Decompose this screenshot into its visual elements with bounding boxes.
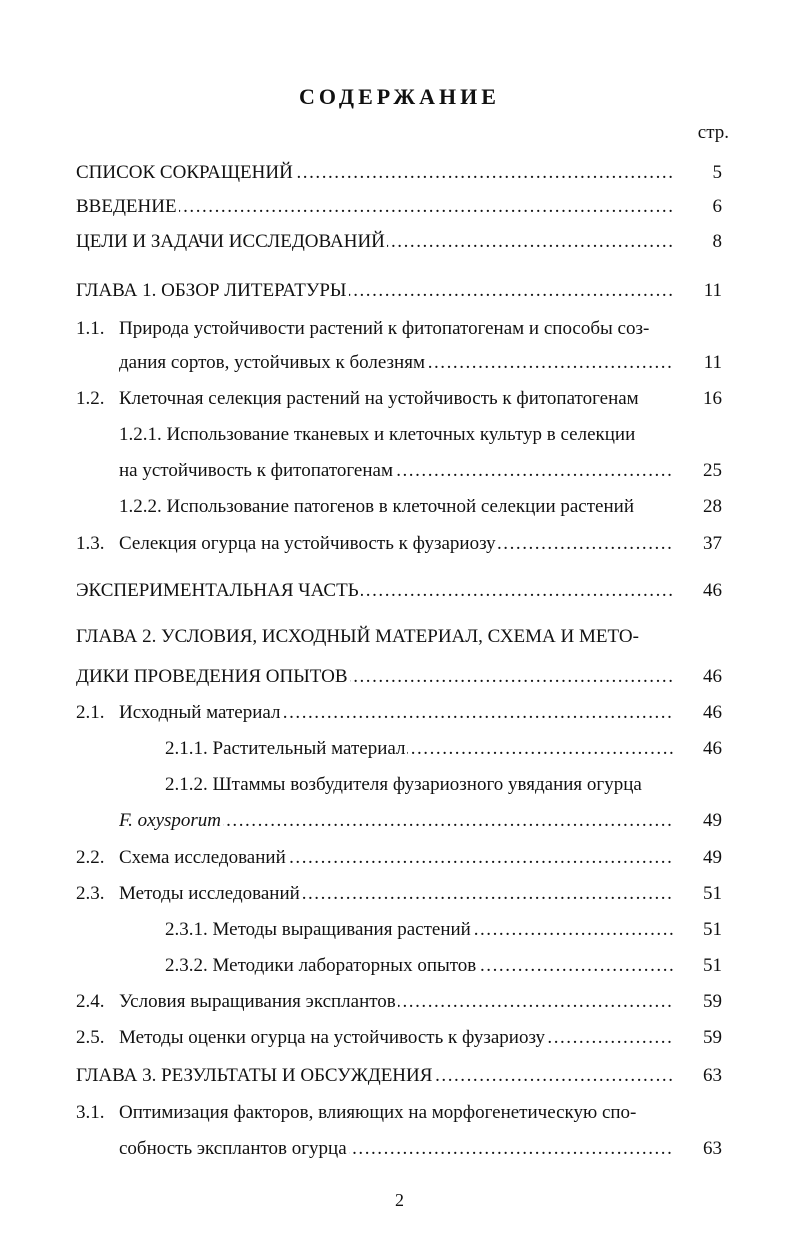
toc-entry-text: ГЛАВА 2. УСЛОВИЯ, ИСХОДНЫЙ МАТЕРИАЛ, СХЕМА И МЕТО- xyxy=(76,626,639,647)
toc-entry-leader xyxy=(119,809,674,833)
toc-entry-text: дания сортов, устойчивых к болезням xyxy=(119,352,425,373)
toc-entry-text: Исходный материал xyxy=(119,702,281,723)
toc-entry-leader xyxy=(165,737,674,761)
toc-entry-leader xyxy=(119,990,674,1014)
toc-entry-leader xyxy=(119,1026,674,1050)
toc-entry-text: Схема исследований xyxy=(119,847,286,868)
toc-entry-leader xyxy=(119,1101,674,1125)
toc-entry-leader xyxy=(119,351,674,375)
toc-entry-number: 1.2. xyxy=(76,388,105,409)
toc-entry-text: СПИСОК СОКРАЩЕНИЙ xyxy=(76,162,293,183)
toc-entry-text: ЦЕЛИ И ЗАДАЧИ ИССЛЕДОВАНИЙ xyxy=(76,231,385,252)
toc-entry-text: Методы оценки огурца на устойчивость к фузариозу xyxy=(119,1027,546,1048)
toc-entry-leader xyxy=(76,279,674,303)
toc-entry-leader xyxy=(76,625,674,649)
toc-entry-text: ГЛАВА 1. ОБЗОР ЛИТЕРАТУРЫ xyxy=(76,280,347,301)
toc-entry-page: 63 xyxy=(703,1065,722,1086)
toc-entry-page: 28 xyxy=(703,496,722,517)
toc-entry-text: Природа устойчивости растений к фитопатогенам и способы соз- xyxy=(119,318,650,339)
toc-entry-leader xyxy=(165,918,674,942)
toc-entry-page: 63 xyxy=(703,1138,722,1159)
toc-entry-leader xyxy=(119,423,674,447)
toc-entry-leader xyxy=(76,161,674,185)
toc-entry-text: Оптимизация факторов, влияющих на морфогенетическую спо- xyxy=(119,1102,637,1123)
toc-entry-text: ДИКИ ПРОВЕДЕНИЯ ОПЫТОВ xyxy=(76,666,348,687)
toc-entry-number: 2.3. xyxy=(76,883,105,904)
toc-entry-page: 11 xyxy=(703,280,722,301)
toc-entry-text: F. oxysporum xyxy=(119,810,222,831)
toc-entry-page: 51 xyxy=(703,955,722,976)
page-number: 2 xyxy=(395,1190,404,1210)
toc-entry-leader xyxy=(119,882,674,906)
toc-entry-leader xyxy=(76,230,674,254)
toc-entry-text: собность эксплантов огурца xyxy=(119,1138,347,1159)
toc-entry-text: на устойчивость к фитопатогенам xyxy=(119,460,393,481)
toc-entry-leader xyxy=(119,532,674,556)
toc-entry-page: 8 xyxy=(712,231,722,252)
toc-entry-number: 2.2. xyxy=(76,847,105,868)
toc-entry-page: 46 xyxy=(703,580,722,601)
toc-entry-page: 59 xyxy=(703,991,722,1012)
toc-entry-page: 46 xyxy=(703,702,722,723)
toc-entry-text: 2.1.1. Растительный материал xyxy=(165,738,406,759)
toc-entry-page: 6 xyxy=(712,196,722,217)
toc-entry-text: 2.1.2. Штаммы возбудителя фузариозного увядания огурца xyxy=(165,774,642,795)
toc-entry-page: 25 xyxy=(703,460,722,481)
toc-entry-page: 16 xyxy=(703,388,722,409)
toc-entry-page: 37 xyxy=(703,533,722,554)
toc-entry-number: 2.1. xyxy=(76,702,105,723)
toc-entry-page: 11 xyxy=(703,352,722,373)
toc-title: СОДЕРЖАНИЕ xyxy=(299,84,500,109)
toc-entry-text: 2.3.2. Методики лабораторных опытов xyxy=(165,955,477,976)
toc-entry-page: 59 xyxy=(703,1027,722,1048)
toc-entry-text: Селекция огурца на устойчивость к фузариозу xyxy=(119,533,496,554)
toc-entry-page: 51 xyxy=(703,883,722,904)
toc-entry-text: ВВЕДЕНИЕ xyxy=(76,196,177,217)
page-column-header: стр. xyxy=(697,122,729,143)
toc-entry-number: 1.3. xyxy=(76,533,105,554)
toc-entry-text: Методы исследований xyxy=(119,883,300,904)
toc-entry-leader xyxy=(76,1064,674,1088)
toc-entry-number: 2.4. xyxy=(76,991,105,1012)
toc-entry-leader xyxy=(119,701,674,725)
toc-entry-leader xyxy=(76,579,674,603)
toc-entry-page: 49 xyxy=(703,847,722,868)
toc-entry-page: 5 xyxy=(712,162,722,183)
toc-entry-page: 49 xyxy=(703,810,722,831)
toc-entry-leader xyxy=(119,495,674,519)
toc-entry-text: 1.2.2. Использование патогенов в клеточной селекции растений xyxy=(119,496,634,517)
toc-entry-number: 3.1. xyxy=(76,1102,105,1123)
toc-entry-leader xyxy=(76,665,674,689)
toc-entry-text: Условия выращивания эксплантов xyxy=(119,991,396,1012)
toc-entry-page: 51 xyxy=(703,919,722,940)
toc-entry-text: 2.3.1. Методы выращивания растений xyxy=(165,919,471,940)
toc-entry-page: 46 xyxy=(703,738,722,759)
toc-entry-number: 2.5. xyxy=(76,1027,105,1048)
toc-entry-leader xyxy=(119,459,674,483)
toc-entry-leader xyxy=(119,846,674,870)
toc-entry-text: ГЛАВА 3. РЕЗУЛЬТАТЫ И ОБСУЖДЕНИЯ xyxy=(76,1065,433,1086)
toc-entry-leader xyxy=(119,317,674,341)
toc-entry-leader xyxy=(165,773,674,797)
toc-entry-page: 46 xyxy=(703,666,722,687)
toc-entry-text: Клеточная селекция растений на устойчивость к фитопатогенам xyxy=(119,388,639,409)
toc-entry-leader xyxy=(165,954,674,978)
toc-entry-text: ЭКСПЕРИМЕНТАЛЬНАЯ ЧАСТЬ xyxy=(76,580,359,601)
toc-entry-leader xyxy=(76,195,674,219)
toc-entry-number: 1.1. xyxy=(76,318,105,339)
toc-entry-leader xyxy=(119,1137,674,1161)
toc-entry-text: 1.2.1. Использование тканевых и клеточных культур в селекции xyxy=(119,424,636,445)
toc-entry-leader xyxy=(119,387,674,411)
